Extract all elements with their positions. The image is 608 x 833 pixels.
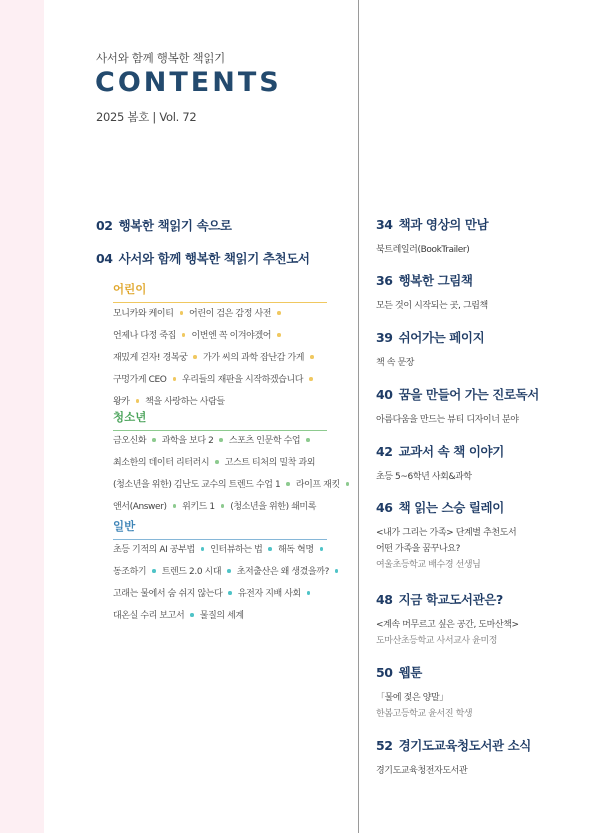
- book-title: 동조하기: [113, 567, 147, 577]
- toc-entry-02[interactable]: [96, 216, 232, 234]
- section-subtitle: 북트레일러(BookTrailer): [376, 245, 470, 255]
- bullet-dot-icon: [346, 482, 350, 486]
- section-title: 꿈을 만들어 가는 진로독서: [398, 387, 539, 402]
- author-note: 여울초등학교 배수경 선생님: [376, 560, 481, 570]
- toc-entry-04[interactable]: [96, 249, 310, 267]
- section-title: 쉬어가는 페이지: [398, 330, 485, 345]
- section-heading: [376, 271, 601, 289]
- book-title: 금오신화: [113, 436, 147, 446]
- book-line: [113, 496, 353, 518]
- bullet-dot-icon: [227, 569, 231, 573]
- bullet-dot-icon: [215, 460, 219, 464]
- book-title: 트렌드 2.0 시대: [161, 567, 222, 577]
- book-line: [113, 583, 353, 605]
- book-title: 라이프 재킷: [295, 480, 340, 490]
- bullet-dot-icon: [182, 333, 186, 337]
- section-title: 지금 학교도서관은?: [398, 592, 503, 607]
- book-title: 책을 사랑하는 사람들: [145, 397, 225, 407]
- subtitle-line: 「물에 젖은 양말」: [376, 693, 448, 703]
- bullet-dot-icon: [190, 613, 194, 617]
- section-subtitle: 초등 5~6학년 사회&과학: [376, 472, 472, 482]
- toc-entry-46[interactable]: [376, 498, 601, 573]
- book-title: 재밌게 걷자! 경복궁: [113, 353, 188, 363]
- page-number: 52: [376, 738, 393, 753]
- bullet-dot-icon: [320, 547, 324, 551]
- book-line: [113, 452, 353, 474]
- author-note: 도마산초등학교 사서교사 윤미정: [376, 636, 498, 646]
- page-number: 34: [376, 217, 393, 232]
- book-title: 고래는 물에서 숨 쉬지 않는다: [113, 589, 223, 599]
- section-heading: [376, 442, 601, 460]
- book-title: 앤서(Answer): [113, 502, 167, 512]
- book-line: [113, 474, 353, 496]
- toc-entry-40[interactable]: [376, 385, 601, 428]
- bullet-dot-icon: [173, 377, 177, 381]
- section-heading: [376, 590, 601, 608]
- toc-entry-39[interactable]: [376, 328, 601, 371]
- book-title: 이번엔 꼭 이겨야겠어: [191, 331, 272, 341]
- book-title: 구멍가게 CEO: [113, 375, 167, 385]
- section-title: 교과서 속 책 이야기: [398, 444, 504, 459]
- section-title: 경기도교육청도서관 소식: [398, 738, 531, 753]
- bullet-dot-icon: [309, 377, 313, 381]
- page-number: 36: [376, 273, 393, 288]
- kids-book-list: [113, 303, 353, 413]
- bullet-dot-icon: [306, 438, 310, 442]
- issue-info: 2025 봄호 | Vol. 72: [96, 110, 197, 124]
- section-subtitle: [376, 690, 601, 722]
- bullet-dot-icon: [152, 569, 156, 573]
- book-title: 해독 혁명: [277, 545, 314, 555]
- book-line: [113, 605, 353, 627]
- book-title: (청소년을 위한) 쇄미록: [230, 502, 317, 512]
- general-book-list: [113, 539, 353, 627]
- bullet-dot-icon: [193, 355, 197, 359]
- section-subtitle: [376, 525, 601, 573]
- book-title: 대온실 수리 보고서: [113, 611, 185, 621]
- page-number: 42: [376, 444, 393, 459]
- book-line: [113, 347, 353, 369]
- book-title: 모니카와 케이티: [113, 309, 174, 319]
- bullet-dot-icon: [228, 591, 232, 595]
- book-title: 위키드 1: [182, 502, 215, 512]
- bullet-dot-icon: [286, 482, 290, 486]
- toc-entry-50[interactable]: [376, 663, 601, 722]
- book-line: [113, 325, 353, 347]
- bullet-dot-icon: [277, 311, 281, 315]
- toc-entry-36[interactable]: [376, 271, 601, 314]
- page-number: 48: [376, 592, 393, 607]
- left-pink-strip: [0, 0, 44, 833]
- toc-entry-48[interactable]: [376, 590, 601, 649]
- bullet-dot-icon: [307, 591, 311, 595]
- book-title: 초저출산은 왜 생겼을까?: [236, 567, 329, 577]
- subtitle-line: 어떤 가족을 꿈꾸나요?: [376, 544, 460, 554]
- section-subtitle: 아름다움을 만드는 뷰티 디자이너 분야: [376, 415, 519, 425]
- bullet-dot-icon: [219, 438, 223, 442]
- book-title: (청소년을 위한) 김난도 교수의 트렌드 수업 1: [113, 480, 281, 490]
- book-line: [113, 539, 353, 561]
- bullet-dot-icon: [335, 569, 339, 573]
- section-heading: [376, 215, 601, 233]
- subtitle-line: <계속 머무르고 싶은 공간, 도마산책>: [376, 620, 519, 630]
- book-title: 과학을 보다 2: [161, 436, 214, 446]
- toc-entry-52[interactable]: [376, 736, 601, 779]
- section-title: 행복한 책읽기 속으로: [118, 218, 232, 233]
- bullet-dot-icon: [277, 333, 281, 337]
- book-line: [113, 303, 353, 325]
- bullet-dot-icon: [201, 547, 205, 551]
- teen-book-list: [113, 430, 353, 518]
- book-line: [113, 369, 353, 391]
- category-general: 일반: [113, 518, 327, 540]
- book-title: 초등 기적의 AI 공부법: [113, 545, 195, 555]
- section-heading: [376, 385, 601, 403]
- book-title: 유전자 지배 사회: [237, 589, 301, 599]
- section-title: 행복한 그림책: [398, 273, 473, 288]
- section-title: 사서와 함께 행복한 책읽기 추천도서: [118, 251, 310, 266]
- section-heading: [376, 328, 601, 346]
- toc-entry-34[interactable]: [376, 215, 601, 258]
- magazine-subtitle: 사서와 함께 행복한 책읽기: [96, 51, 225, 65]
- page-title: CONTENTS: [95, 67, 282, 98]
- bullet-dot-icon: [180, 311, 184, 315]
- page-number: 39: [376, 330, 393, 345]
- book-title: 고스트 티처의 밀착 과외: [224, 458, 315, 468]
- section-title: 책과 영상의 만남: [398, 217, 489, 232]
- bullet-dot-icon: [152, 438, 156, 442]
- section-heading: [376, 498, 601, 516]
- column-divider: [358, 0, 359, 833]
- book-title: 가가 씨의 과학 잡난감 가게: [202, 353, 305, 363]
- category-kids: 어린이: [113, 281, 327, 303]
- toc-entry-42[interactable]: [376, 442, 601, 485]
- bullet-dot-icon: [310, 355, 314, 359]
- page-number: 02: [96, 218, 113, 233]
- page-number: 40: [376, 387, 393, 402]
- page-number: 04: [96, 251, 113, 266]
- book-line: [113, 430, 353, 452]
- section-subtitle: 경기도교육청전자도서관: [376, 766, 468, 776]
- section-subtitle: 모든 것이 시작되는 곳, 그림책: [376, 301, 488, 311]
- book-title: 스포츠 인문학 수업: [228, 436, 301, 446]
- bullet-dot-icon: [221, 504, 225, 508]
- section-subtitle: 책 속 문장: [376, 358, 415, 368]
- bullet-dot-icon: [268, 547, 272, 551]
- bullet-dot-icon: [173, 504, 177, 508]
- subtitle-line: <내가 그리는 가족> 단계별 추천도서: [376, 528, 517, 538]
- book-title: 최소한의 데이터 리터러시: [113, 458, 210, 468]
- book-title: 인터뷰하는 법: [210, 545, 263, 555]
- book-title: 우리들의 재판을 시작하겠습니다: [182, 375, 304, 385]
- book-title: 언제나 다정 죽집: [113, 331, 176, 341]
- category-teen: 청소년: [113, 409, 327, 431]
- book-title: 왕카: [113, 397, 130, 407]
- section-title: 웹툰: [398, 665, 422, 680]
- section-heading: [376, 736, 601, 754]
- section-subtitle: [376, 617, 601, 649]
- page-number: 46: [376, 500, 393, 515]
- section-title: 책 읽는 스승 릴레이: [398, 500, 504, 515]
- page-number: 50: [376, 665, 393, 680]
- bullet-dot-icon: [136, 399, 140, 403]
- book-title: 어린이 검은 감정 사전: [189, 309, 272, 319]
- author-note: 한봄고등학교 윤서진 학생: [376, 709, 473, 719]
- book-line: [113, 561, 353, 583]
- book-title: 물질의 세계: [199, 611, 244, 621]
- section-heading: [376, 663, 601, 681]
